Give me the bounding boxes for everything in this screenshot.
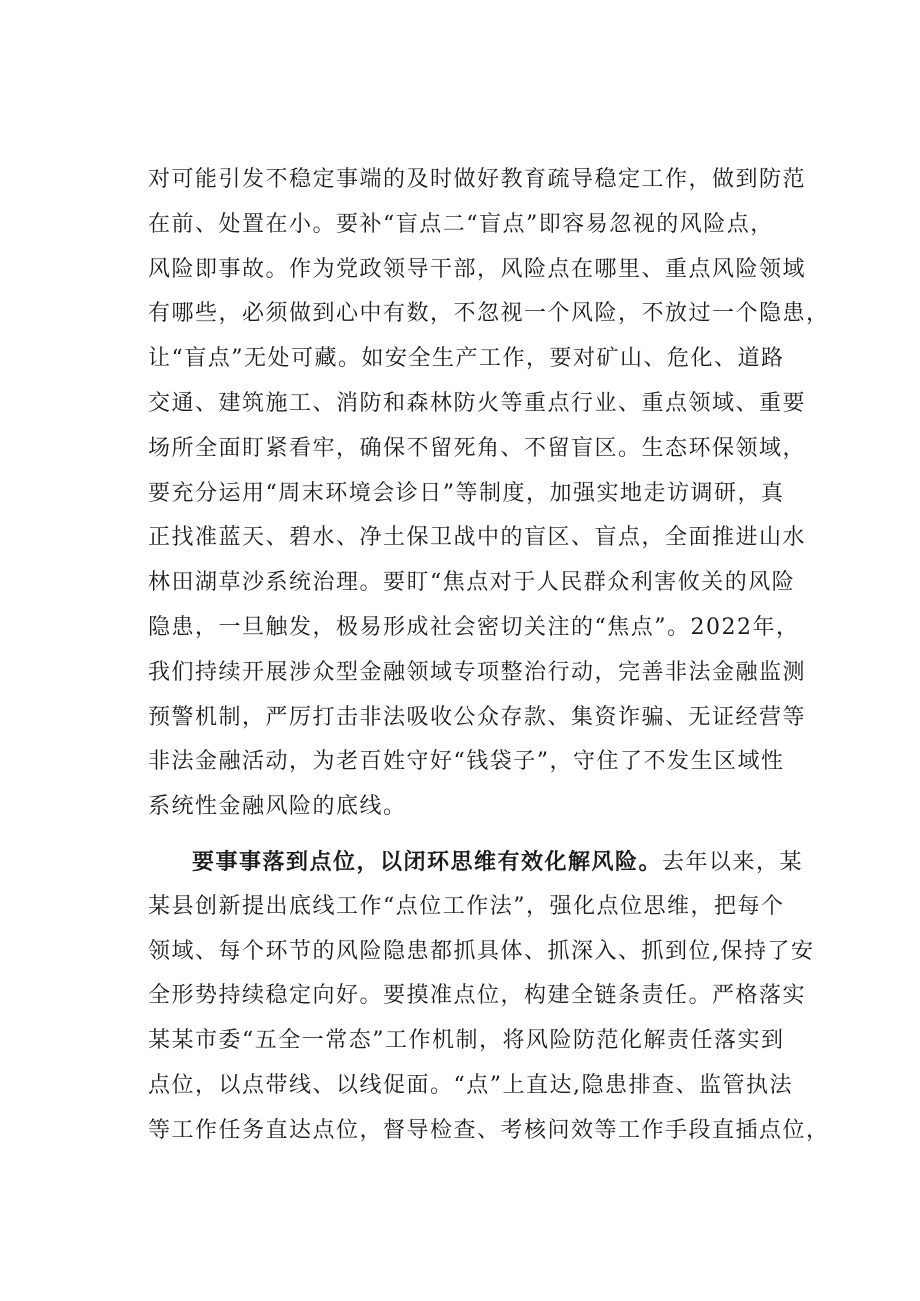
text-line: 场所全面盯紧看牢，确保不留死角、不留盲区。生态环保领域， (148, 435, 807, 461)
text-line: 风险即事故。作为党政领导干部，风险点在哪里、重点风险领域 (148, 256, 807, 282)
text-line: 非法金融活动，为老百姓守好“钱袋子”，守住了不发生区域性 (148, 749, 785, 775)
text-line: 对可能引发不稳定事端的及时做好教育疏导稳定工作，做到防范 (148, 167, 807, 192)
section-heading: 要事事落到点位，以闭环思维有效化解风险。 (192, 848, 663, 875)
paragraph-2 (148, 840, 828, 1154)
text-line: 林田湖草沙系统治理。要盯“焦点对于人民群众利害攸关的风险 (148, 570, 796, 596)
text-line: 我们持续开展涉众型金融领域专项整治行动，完善非法金融监测 (148, 659, 807, 685)
text-line: 预警机制，严厉打击非法吸收公众存款、集资诈骗、无证经营等 (148, 704, 807, 730)
text-line: 等工作任务直达点位，督导检查、考核问效等工作手段直插点位， (148, 1117, 830, 1143)
text-line: 正找准蓝天、碧水、净土保卫战中的盲区、盲点，全面推进山水 (148, 525, 807, 551)
text-line: 领域、每个环节的风险隐患都抓具体、抓深入、抓到位,保持了安 (148, 938, 815, 964)
text-line: 隐患，一旦触发，极易形成社会密切关注的“焦点”。2022年， (148, 614, 800, 640)
paragraph-1 (148, 158, 828, 830)
text-line: 某县创新提出底线工作“点位工作法”，强化点位思维，把每个 (148, 893, 785, 919)
text-line: 某某市委“五全一常态”工作机制，将风险防范化解责任落实到 (148, 1028, 785, 1054)
text-line: 交通、建筑施工、消防和森林防火等重点行业、重点领域、重要 (148, 390, 807, 416)
text-line: 有哪些，必须做到心中有数，不忽视一个风险，不放过一个隐患， (148, 301, 830, 327)
text-line: 让“盲点”无处可藏。如安全生产工作，要对矿山、危化、道路 (148, 346, 785, 372)
text-line-first (148, 840, 828, 885)
text-line: 要充分运用“周末环境会诊日”等制度，加强实地走访调研，真 (148, 480, 785, 506)
paragraph-spacer (148, 830, 828, 840)
text-line: 点位，以点带线、以线促面。“点”上直达,隐患排查、监管执法 (148, 1072, 793, 1098)
text-line: 在前、处置在小。要补“盲点二“盲点”即容易忽视的风险点， (148, 211, 774, 237)
text-line: 全形势持续稳定向好。要摸准点位，构建全链条责任。严格落实 (148, 983, 807, 1009)
document-body (148, 158, 828, 1154)
text-line: 系统性金融风险的底线。 (148, 794, 407, 820)
heading-continuation: 去年以来，某 (662, 849, 804, 875)
